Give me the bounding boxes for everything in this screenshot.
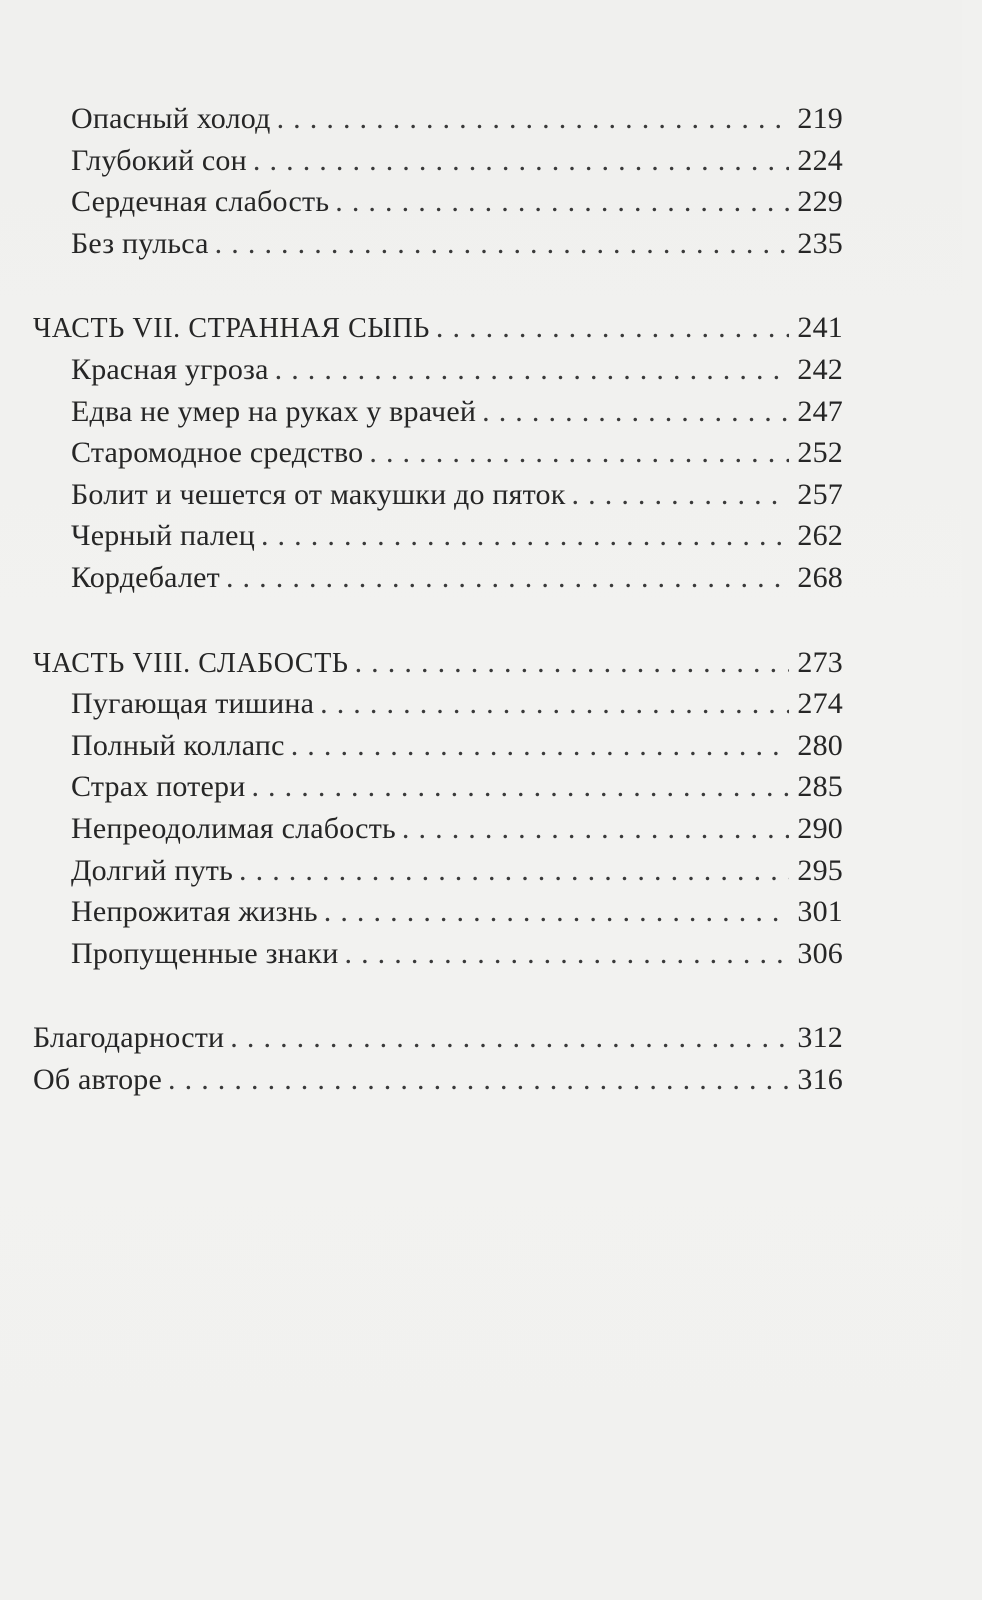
dot-leader bbox=[239, 850, 789, 892]
toc-part-heading[interactable] bbox=[0, 642, 843, 684]
dot-leader bbox=[251, 766, 789, 808]
toc-entry-title: Без пульса bbox=[71, 226, 209, 260]
toc-part-heading[interactable] bbox=[0, 307, 843, 349]
dot-leader bbox=[226, 557, 789, 599]
toc-entry-page: 247 bbox=[797, 394, 843, 428]
dot-leader bbox=[572, 474, 789, 516]
toc-entry-title: Сердечная слабость bbox=[71, 185, 330, 219]
toc-entry[interactable] bbox=[0, 933, 843, 975]
dot-leader bbox=[369, 432, 789, 474]
toc-entry[interactable] bbox=[0, 140, 843, 182]
toc-entry-page: 285 bbox=[797, 770, 843, 804]
toc-group-back-matter bbox=[0, 1017, 962, 1100]
toc-group-part-7 bbox=[0, 307, 962, 598]
toc-entry-title: Страх потери bbox=[71, 770, 246, 804]
toc-entry-title: Опасный холод bbox=[71, 102, 271, 135]
toc-entry-page: 235 bbox=[797, 226, 843, 260]
toc-group-part-6-continued bbox=[0, 98, 962, 264]
toc-entry-title: Непрожитая жизнь bbox=[71, 895, 318, 929]
toc-entry-title: Едва не умер на руках у врачей bbox=[71, 394, 477, 428]
dot-leader bbox=[324, 891, 789, 933]
toc-entry[interactable] bbox=[0, 891, 843, 933]
toc-entry-page: 274 bbox=[797, 687, 843, 721]
toc-entry-page: 312 bbox=[797, 1021, 843, 1055]
toc-entry[interactable] bbox=[0, 766, 843, 808]
toc-entry-page: 316 bbox=[797, 1062, 843, 1096]
toc-entry[interactable] bbox=[0, 223, 843, 265]
dot-leader bbox=[344, 933, 789, 975]
toc-entry[interactable] bbox=[0, 808, 843, 850]
toc-entry-title: Благодарности bbox=[33, 1021, 225, 1055]
toc-entry-page: 295 bbox=[797, 853, 843, 887]
dot-leader bbox=[168, 1059, 789, 1101]
toc-entry[interactable] bbox=[0, 349, 843, 391]
toc-entry-title: Болит и чешется от макушки до пяток bbox=[71, 477, 566, 511]
toc-entry-page: 257 bbox=[797, 477, 843, 511]
toc-group-part-8 bbox=[0, 642, 962, 975]
toc-entry-title: Глубокий сон bbox=[71, 143, 247, 177]
toc-entry[interactable] bbox=[0, 98, 843, 140]
toc-part-page: 273 bbox=[797, 645, 843, 679]
toc-entry-title: Черный палец bbox=[71, 519, 255, 553]
toc-entry-page: 306 bbox=[797, 936, 843, 970]
dot-leader bbox=[436, 307, 789, 349]
dot-leader bbox=[277, 98, 789, 140]
toc-entry-page: 290 bbox=[797, 811, 843, 845]
dot-leader bbox=[402, 808, 789, 850]
toc-entry-page: 224 bbox=[797, 143, 843, 177]
toc-entry-page: 301 bbox=[797, 895, 843, 929]
toc-entry-title: Кордебалет bbox=[71, 560, 220, 594]
toc-entry-page: 280 bbox=[797, 728, 843, 762]
toc-entry-title: Пропущенные знаки bbox=[71, 936, 339, 970]
toc-part-title: ЧАСТЬ VIII. СЛАБОСТЬ bbox=[33, 647, 349, 679]
toc-entry-title: Об авторе bbox=[33, 1062, 162, 1096]
toc-entry[interactable] bbox=[0, 1059, 843, 1101]
toc-entry[interactable] bbox=[0, 557, 843, 599]
dot-leader bbox=[291, 725, 789, 767]
toc-entry-page: 252 bbox=[797, 436, 843, 470]
toc-entry-page: 268 bbox=[797, 560, 843, 594]
toc-part-page: 241 bbox=[797, 311, 843, 345]
table-of-contents bbox=[0, 98, 962, 1100]
toc-entry[interactable] bbox=[0, 391, 843, 433]
toc-entry[interactable] bbox=[0, 474, 843, 516]
dot-leader bbox=[320, 683, 789, 725]
dot-leader bbox=[230, 1017, 789, 1059]
toc-entry[interactable] bbox=[0, 1017, 843, 1059]
toc-entry-title: Старомодное средство bbox=[71, 436, 364, 470]
toc-entry-title: Красная угроза bbox=[71, 352, 269, 386]
toc-entry-page: 219 bbox=[797, 102, 843, 135]
toc-entry-title: Пугающая тишина bbox=[71, 687, 315, 721]
toc-entry[interactable] bbox=[0, 432, 843, 474]
dot-leader bbox=[253, 140, 789, 182]
toc-entry-title: Долгий путь bbox=[71, 853, 233, 887]
toc-entry[interactable] bbox=[0, 850, 843, 892]
toc-entry-page: 262 bbox=[797, 519, 843, 553]
toc-entry-page: 229 bbox=[797, 185, 843, 219]
toc-part-title: ЧАСТЬ VII. СТРАННАЯ СЫПЬ bbox=[33, 313, 430, 345]
dot-leader bbox=[275, 349, 789, 391]
toc-entry[interactable] bbox=[0, 515, 843, 557]
toc-entry-title: Непреодолимая слабость bbox=[71, 811, 396, 845]
toc-entry[interactable] bbox=[0, 181, 843, 223]
dot-leader bbox=[482, 391, 789, 433]
toc-entry-page: 242 bbox=[797, 352, 843, 386]
toc-entry-title: Полный коллапс bbox=[71, 728, 285, 762]
toc-entry[interactable] bbox=[0, 725, 843, 767]
toc-entry[interactable] bbox=[0, 683, 843, 725]
dot-leader bbox=[355, 642, 789, 684]
dot-leader bbox=[335, 181, 789, 223]
dot-leader bbox=[261, 515, 789, 557]
dot-leader bbox=[215, 223, 789, 265]
